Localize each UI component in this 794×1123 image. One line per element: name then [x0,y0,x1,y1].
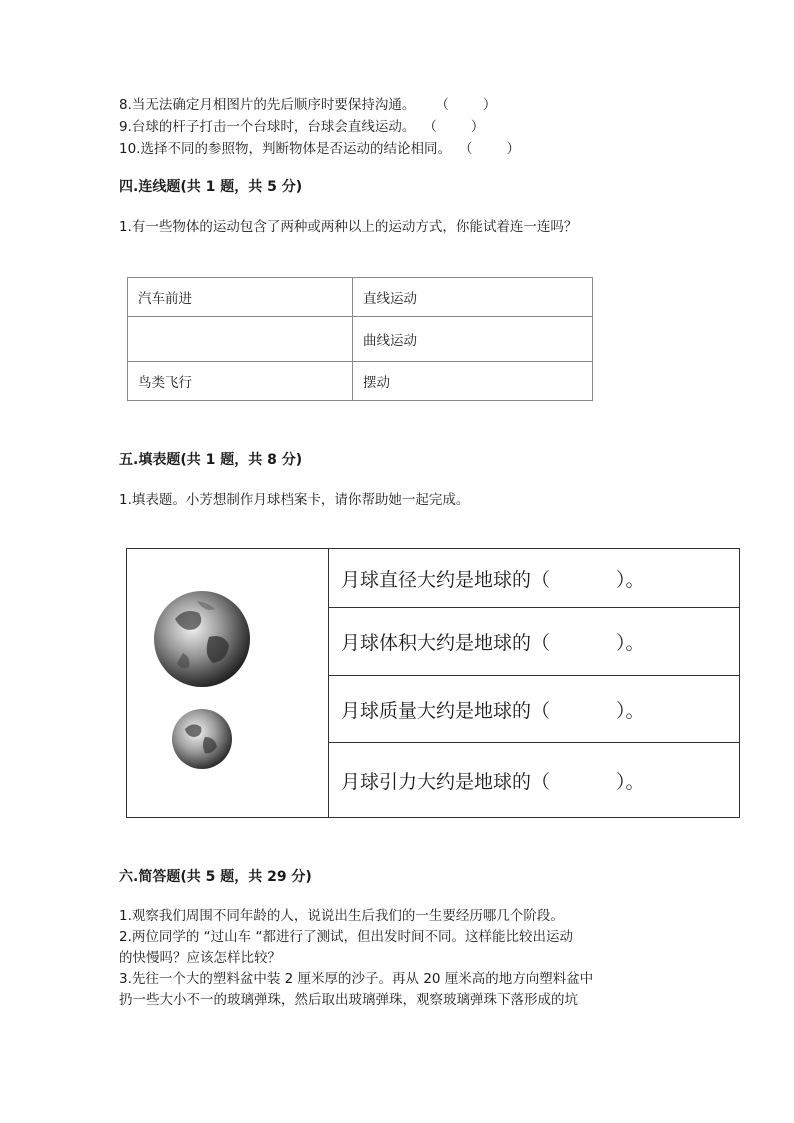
section-6-line: 3.先往一个大的塑料盆中装 2 厘米厚的沙子。再从 20 厘米高的地方向塑料盆中 [119,971,594,987]
question-8 [119,95,496,115]
row-suffix: ）。 [616,699,645,722]
section-6-line: 2.两位同学的 “过山车 “都进行了测试，但出发时间不同。这样能比较出运动 [119,929,573,945]
section-6-line: 1.观察我们周围不同年龄的人，说说出生后我们的一生要经历哪几个阶段。 [119,908,564,924]
answer-paren-close: ） [482,97,497,113]
section-6-line: 的快慢吗？应该怎样比较？ [119,950,281,966]
fill-row-mass [329,676,739,743]
table-cell: 汽车前进 [128,278,353,317]
table-cell [128,317,353,362]
question-10 [119,139,520,159]
answer-paren-close: ） [470,119,485,135]
question-10-text: 10.选择不同的参照物，判断物体是否运动的结论相同。 [119,141,451,157]
row-suffix: ）。 [616,568,645,591]
row-prefix: 月球质量大约是地球的（ [341,699,551,722]
answer-paren-open: （ [423,119,437,135]
table-cell: 曲线运动 [353,317,593,362]
section-6-heading: 六.简答题(共 5 题，共 29 分) [119,869,312,885]
row-prefix: 月球体积大约是地球的（ [341,632,551,654]
section-5-question: 1.填表题。小芳想制作月球档案卡，请你帮助她一起完成。 [119,492,470,508]
large-globe-icon [154,591,250,687]
section-4-heading: 四.连线题(共 1 题，共 5 分) [119,179,303,195]
question-9-text: 9.台球的杆子打击一个台球时，台球会直线运动。 [119,119,416,135]
table-row [128,362,593,401]
section-6-line: 扔一些大小不一的玻璃弹珠，然后取出玻璃弹珠，观察玻璃弹珠下落形成的坑 [119,992,578,1008]
question-9 [119,117,484,137]
answer-paren-open: （ [458,141,473,157]
moon-archive-card [126,548,740,818]
question-8-text: 8.当无法确定月相图片的先后顺序时要保持沟通。 [119,97,416,113]
row-prefix: 月球引力大约是地球的（ [341,770,551,793]
row-suffix: ）。 [616,770,645,793]
fill-row-volume [329,608,739,676]
section-5-heading: 五.填表题(共 1 题，共 8 分) [119,452,303,468]
small-globe-icon [172,709,232,769]
row-suffix: ）。 [616,632,645,654]
table-cell: 鸟类飞行 [128,362,353,401]
planet-images [127,549,329,817]
fill-row-diameter [329,549,739,608]
table-cell: 直线运动 [353,278,593,317]
section-4-question: 1.有一些物体的运动包含了两种或两种以上的运动方式，你能试着连一连吗？ [119,219,578,235]
row-prefix: 月球直径大约是地球的（ [341,568,551,591]
matching-table [127,277,593,401]
answer-paren-open: （ [435,97,449,113]
fill-row-gravity [329,743,739,817]
table-cell: 摆动 [353,362,593,401]
table-row [128,317,593,362]
answer-paren-close: ） [506,141,520,157]
earth-moon-illustration [127,549,328,817]
table-row [128,278,593,317]
